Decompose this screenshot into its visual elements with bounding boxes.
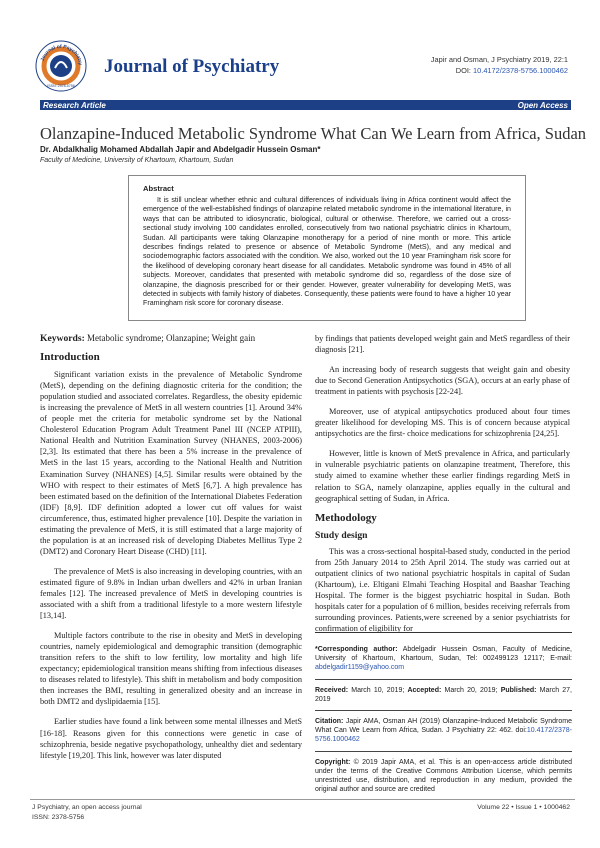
citation-doi-link[interactable]: 10.4172/2378-5756.1000462: [315, 727, 572, 744]
email-link[interactable]: abdelgadir1159@yahoo.com: [315, 664, 405, 672]
dates: [315, 686, 572, 704]
copyright-label: Copyright:: [315, 758, 351, 766]
intro-paragraph: Earlier studies have found a link between some mental illnesses and MetS [16-18]. Reasons given for this connections were genetic in case of schizophrenia, beside negative psychopathology, unhealthy diet and sedentary lifestyle [19,20]. This link, however was later disputed: [40, 717, 302, 760]
abstract-box: [128, 175, 526, 321]
divider: [315, 679, 572, 680]
correspondence-box: [315, 632, 572, 800]
footer-issn: ISSN: 2378-5756: [32, 814, 85, 821]
body-paragraph: Moreover, use of atypical antipsychotics produced about four times greater likelihood for developing MS. This is of concern because atypical antipsychotics are the first- choice medications for schizophrenia [24,25].: [315, 407, 570, 439]
left-column: [40, 333, 302, 770]
open-access-label: Open Access: [517, 100, 568, 110]
logo-top-text: Journal of Psychiatry: [39, 43, 84, 66]
article-type-band: [40, 100, 571, 110]
footer-journal-info: [32, 803, 142, 823]
abstract-heading: Abstract: [143, 184, 174, 193]
right-column: [315, 333, 570, 643]
body-paragraph: However, little is known of MetS prevalence in Africa, and particularly in vulnerable psychiatric patients on olanzapine treatment, Therefore, this study aimed to examine whether these earlier findings regarding MetS in relation to SGA, namely olanzapine, applies equally in the cultural and geographical setting of Sudan, in Africa.: [315, 449, 570, 503]
citation-label: Citation:: [315, 718, 344, 726]
published-date: March 27, 2019: [315, 686, 573, 703]
footer-volume: Volume 22 • Issue 1 • 1000462: [477, 804, 570, 811]
keywords: [40, 333, 302, 344]
citation-line: Japir and Osman, J Psychiatry 2019, 22:1: [430, 55, 568, 64]
logo-issn: ISSN: 2378-5756: [47, 84, 75, 88]
keywords-label: Keywords:: [40, 333, 85, 344]
corresponding-author-label: *Corresponding author:: [315, 646, 398, 653]
divider: [315, 710, 572, 711]
citation: [315, 717, 572, 745]
received-label: Received:: [315, 686, 349, 694]
copyright: [315, 758, 572, 795]
published-label: Published:: [500, 686, 537, 694]
copyright-text: © 2019 Japir AMA, et al. This is an open-access article distributed under the terms of the Creative Commons Attribution License, which permits unrestricted use, distribution, and reproduction in any medium, provided the original author and source are credited: [315, 758, 572, 794]
intro-paragraph: The prevalence of MetS is also increasing in developing countries, with an estimated figure of 9.8% in Indian urban dwellers and 42% in urban Iranian females [12]. The increased prevalence of MetS in developing countries is associated with a shift from a traditional lifestyle to a more western lifestyle [13,14].: [40, 566, 302, 621]
introduction-heading: Introduction: [40, 351, 100, 364]
body-paragraph: An increasing body of research suggests that weight gain and obesity due to Second Generation Antipsychotics (SGA), occurs at an early phase of treatment in patients with psychosis [22-24].: [315, 365, 570, 397]
study-design-heading: Study design: [315, 529, 368, 541]
methodology-heading: Methodology: [315, 511, 377, 524]
body-paragraph: by findings that patients developed weight gain and MetS regardless of their diagnosis [21].: [315, 334, 570, 355]
intro-paragraph: Significant variation exists in the prevalence of Metabolic Syndrome (MetS), depending on the defining diagnostic criteria for the condition; the population studied and associated correlates. Regardless, the obesity epidemic is increasing the prevalence of MetS in all western countries [1]. Around 34% of people met the criteria for metabolic syndrome set by the National Cholesterol Education Program Adult Treatment Panel III (NCEP ATPIII), National Health and Nutrition Examination Survey (NHANES, 2003-2006) [2,3]. Its estimated that there has been a 5% increase in the prevalence of MetS in the last 15 years, according to the National Health and Nutrition Examination Survey (NHANES) [4,5]. Similar results were obtained by the WHO with respect to their estimates of MetS [6,7]. A high prevalence has been estimated based on the definition of the International Diabetes Federation (IDF) [8,9]. IDF definition adopted a lower cut off values for waist circumference, thus, estimated higher prevalence [10]. Despite the variation in estimating the prevalence of MetS, it is still estimated that a large majority of the population is at an increased risk of developing Diabetes Mellitus Type 2 (DMT2) and Coronary Heart Disease (CHD) [11].: [40, 370, 302, 556]
doi-label: DOI:: [455, 66, 471, 75]
journal-title: Journal of Psychiatry: [104, 56, 280, 77]
research-article-label: Research Article: [43, 100, 106, 110]
citation-text: Japir AMA, Osman AH (2019) Olanzapine-Induced Metabolic Syndrome What Can We Learn from Africa, Sudan. J Psychiatry 22: 462. doi:: [315, 718, 572, 735]
doi-line: [456, 66, 568, 75]
corresponding-author: [315, 645, 572, 673]
paper-title: Olanzapine-Induced Metabolic Syndrome What Can We Learn from Africa, Sudan: [40, 124, 587, 143]
received-date: March 10, 2019;: [348, 686, 405, 694]
intro-paragraph: Multiple factors contribute to the rise in obesity and MetS in developing countries, namely epidemiological and demographic transition (demographic transition refers to the shift to low fertility, low mortality and high life expectancy; epidemiological transition means shifting from infectious diseases to diseases related to lifestyle). This shift in metabolism and body composition then increases the BMI, resulting in generalized obesity and an increase in both DMT2 and dyslipidaemia [15].: [40, 631, 302, 707]
corresponding-author-text: Abdelgadir Hussein Osman, Faculty of Medicine, University of Khartoum, Khartoum, Sudan, Tel: 002499123 12117; E-mail:: [315, 646, 573, 663]
body-paragraph: This was a cross-sectional hospital-based study, conducted in the period from 25th January 2014 to 25th April 2014. The study was carried out at outpatient clinics of two national psychiatric hospitals in capital of Sudan (Khartoum), i.e. Eltigani Elmahi Teaching Hospital and Baashar Teaching Hospital. The former is the biggest psychiatric hospital in Sudan. Both hospitals cater for a population of 6 million, besides receiving referrals from surrounding provinces. Patients,were screened by a senior psychiatrists for confirmation of eligibility for: [315, 546, 570, 634]
doi-link[interactable]: 10.4172/2378-5756.1000462: [473, 66, 568, 75]
authors: Dr. Abdalkhalig Mohamed Abdallah Japir and Abdelgadir Hussein Osman*: [40, 145, 321, 154]
accepted-date: March 20, 2019;: [441, 686, 498, 694]
keywords-text: Metabolic syndrome; Olanzapine; Weight gain: [84, 333, 256, 343]
footer-divider: [30, 799, 575, 800]
abstract-text: It is still unclear whether ethnic and cultural differences of individuals living in Africa continent would affect the emergence of the well-established findings of olanzapine related metabolic syndrome in the international literature, in ways that can be attributed to idiosyncratic, biological, cultural or otherwise. Therefore, we carried out a cross-sectional study involving 100 candidates enrolled, consecutively from two national psychiatric clinics in Khartoum, Sudan. All participants were taking Olanzapine monotherapy for a period of nine month or more. This article describes findings related to presence or absence of Metabolic Syndrome (MetS), and any medical and sociodemographic factors associated with the condition. We also, worked out the 10 year Framingham risk score for the likelihood of developing coronary heart disease for all candidates. Metabolic syndrome was found in 45% of all subjects. Moreover, candidates that presented with metabolic syndrome did so, regardless of the dose size of olanzapine, the diagnosis prescribed for or their gender. However, greater vulnerability for developing MetS, was detected in subjects with family history of diabetes. Consequently, these patients were found to have a higher 10 year Framingham risk score for coronary disease.: [143, 196, 511, 308]
affiliation: Faculty of Medicine, University of Khartoum, Khartoum, Sudan: [40, 157, 234, 164]
journal-logo: [35, 40, 87, 92]
divider: [315, 751, 572, 752]
accepted-label: Accepted:: [407, 686, 442, 694]
footer-journal-name: J Psychiatry, an open access journal: [32, 804, 142, 811]
